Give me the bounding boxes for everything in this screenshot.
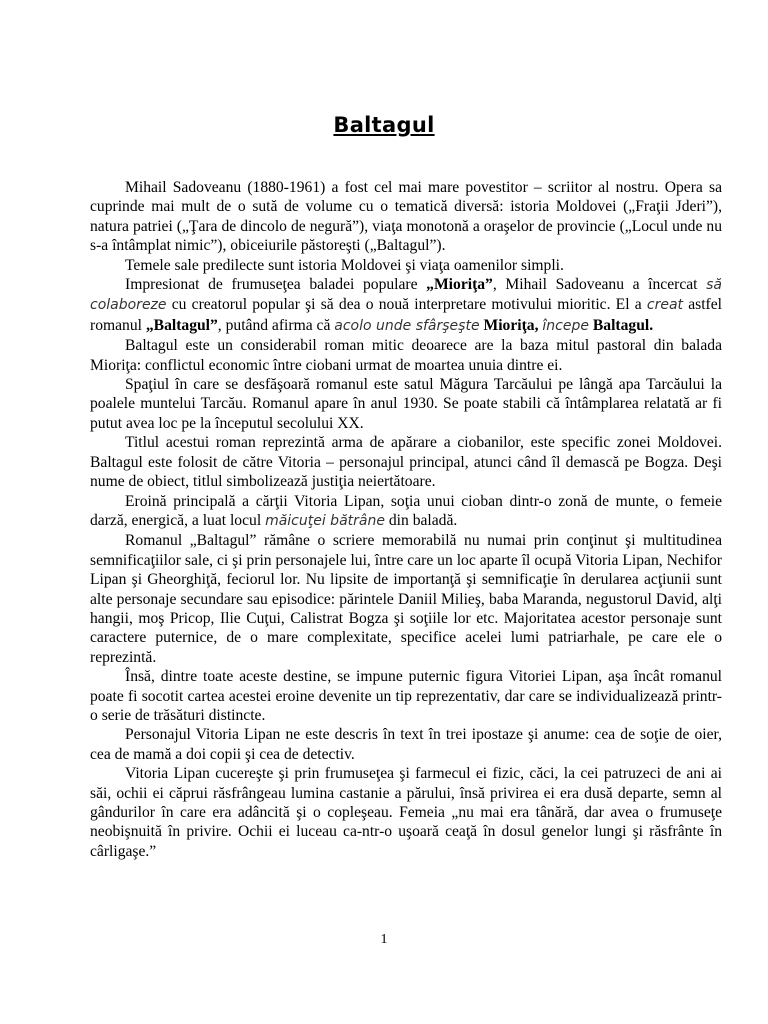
paragraph-2: Temele sale predilecte sunt istoria Moldovei şi viaţa oamenilor simpli. — [125, 256, 564, 274]
text-run: , putând afirma că — [217, 316, 335, 334]
paragraph-5: Spaţiul în care se desfăşoară romanul este satul Măgura Tarcăului pe lângă apa Tarcăului la poalele muntelui Tarcău. Romanul apare în anul 1930. Se poate stabili că întâmplarea relatată ar fi putut avea loc pe la începutul secolului XX. — [90, 376, 722, 432]
paragraph-6: Titlul acestui roman reprezintă arma de apărare a ciobanilor, este specific zonei Moldovei. Baltagul este folosit de către Vitoria – personajul principal, atunci când îl demască pe Bogza. Deşi nume de obiect, titlul simbolizează justiţia neiertătoare. — [90, 434, 722, 491]
text-run: Eroină principală a cărţii Vitoria Lipan, soţia unui cioban dintr-o zonă de munte, o femeie darză, energică, a luat locul — [90, 492, 722, 529]
italic-run: creat — [646, 297, 684, 314]
bold-run: „Baltagul” — [145, 316, 218, 334]
paragraph-7 — [90, 492, 722, 532]
paragraph-10: Personajul Vitoria Lipan ne este descris în text în trei ipostaze şi anume: cea de soţie de oier, cea de mamă a doi copii şi cea de detectiv. — [90, 726, 722, 763]
text-run: Impresionat de frumuseţea baladei populare — [125, 276, 427, 294]
paragraph-9: Însă, dintre toate aceste destine, se impune puternic figura Vitoriei Lipan, aşa încât romanul poate fi socotit cartea acestei eroine devenite un tip reprezentativ, dar care se individualizează printr-o serie de trăsături distincte. — [90, 668, 722, 724]
italic-run: măicuţei bătrâne — [265, 512, 385, 529]
bold-run: „Mioriţa” — [426, 276, 493, 294]
document-body — [90, 178, 722, 861]
paragraph-11: Vitoria Lipan cucereşte şi prin frumuseţea şi farmecul ei fizic, căci, la cei patruzeci de ani ai săi, ochii ei căprui răsfrângeau lumina castanie a părului, însă privirea ei era dusă departe, semn al gândurilor în care era adâncită şi o copleşeau. Femeia „nu mai era tânără, dar avea o frumuseţe neobişnuită în privire. Ochii ei luceau ca-ntr-o uşoară ceaţă în dosul genelor lungi şi răsfrânte în cârligaşe.” — [90, 765, 722, 860]
bold-run: Mioriţa, — [483, 316, 539, 334]
text-run: astfel romanul — [90, 296, 722, 334]
text-run: , Mihail Sadoveanu a încercat — [492, 276, 707, 294]
italic-run: acolo unde sfârşeşte — [334, 317, 480, 334]
italic-run: începe — [542, 317, 589, 334]
paragraph-1: Mihail Sadoveanu (1880-1961) a fost cel mai mare povestitor – scriitor al nostru. Opera sa cuprinde mai mult de o sută de volume cu o tematică diversă: istoria Moldovei („Fraţii Jderi”), natura patriei („Ţara de dincolo de negură”), viaţa monotonă a oraşelor de provincie („Locul unde nu s-a întâmplat nimic”), obiceiurile păstoreşti („Baltagul”). — [90, 179, 722, 255]
document-title: Baltagul — [333, 113, 435, 137]
bold-run: Baltagul. — [592, 316, 654, 334]
paragraph-4: Baltagul este un considerabil roman mitic deoarece are la baza mitul pastoral din balada Mioriţa: conflictul economic între ciobani urmat de moartea unuia dintre ei. — [90, 337, 722, 374]
italic-run: să colaboreze — [90, 277, 723, 314]
text-run: cu creatorul popular şi să dea o nouă interpretare motivului mioritic. El a — [166, 296, 647, 314]
page-number: 1 — [380, 932, 388, 947]
text-run: din baladă. — [384, 511, 458, 529]
paragraph-8: Romanul „Baltagul” rămâne o scriere memorabilă nu numai prin conţinut şi multitudinea semnificaţiilor sale, ci şi prin personajele lui, între care un loc aparte îl ocupă Vitoria Lipan, Nechifor Lipan şi Gheorghiţă, feciorul lor. Nu lipsite de importanţă şi semnificaţie în derularea acţiunii sunt alte personaje secundare sau episodice: părintele Daniil Milieş, baba Maranda, negustorul David, alţi hangii, moş Pricop, Ilie Cuţui, Calistrat Bogza şi soţiile lor etc. Majoritatea acestor personaje sunt caractere puternice, de o mare complexitate, specifice acelei lumi patriarhale, pe care ele o reprezintă. — [90, 532, 722, 666]
paragraph-3 — [90, 275, 722, 336]
